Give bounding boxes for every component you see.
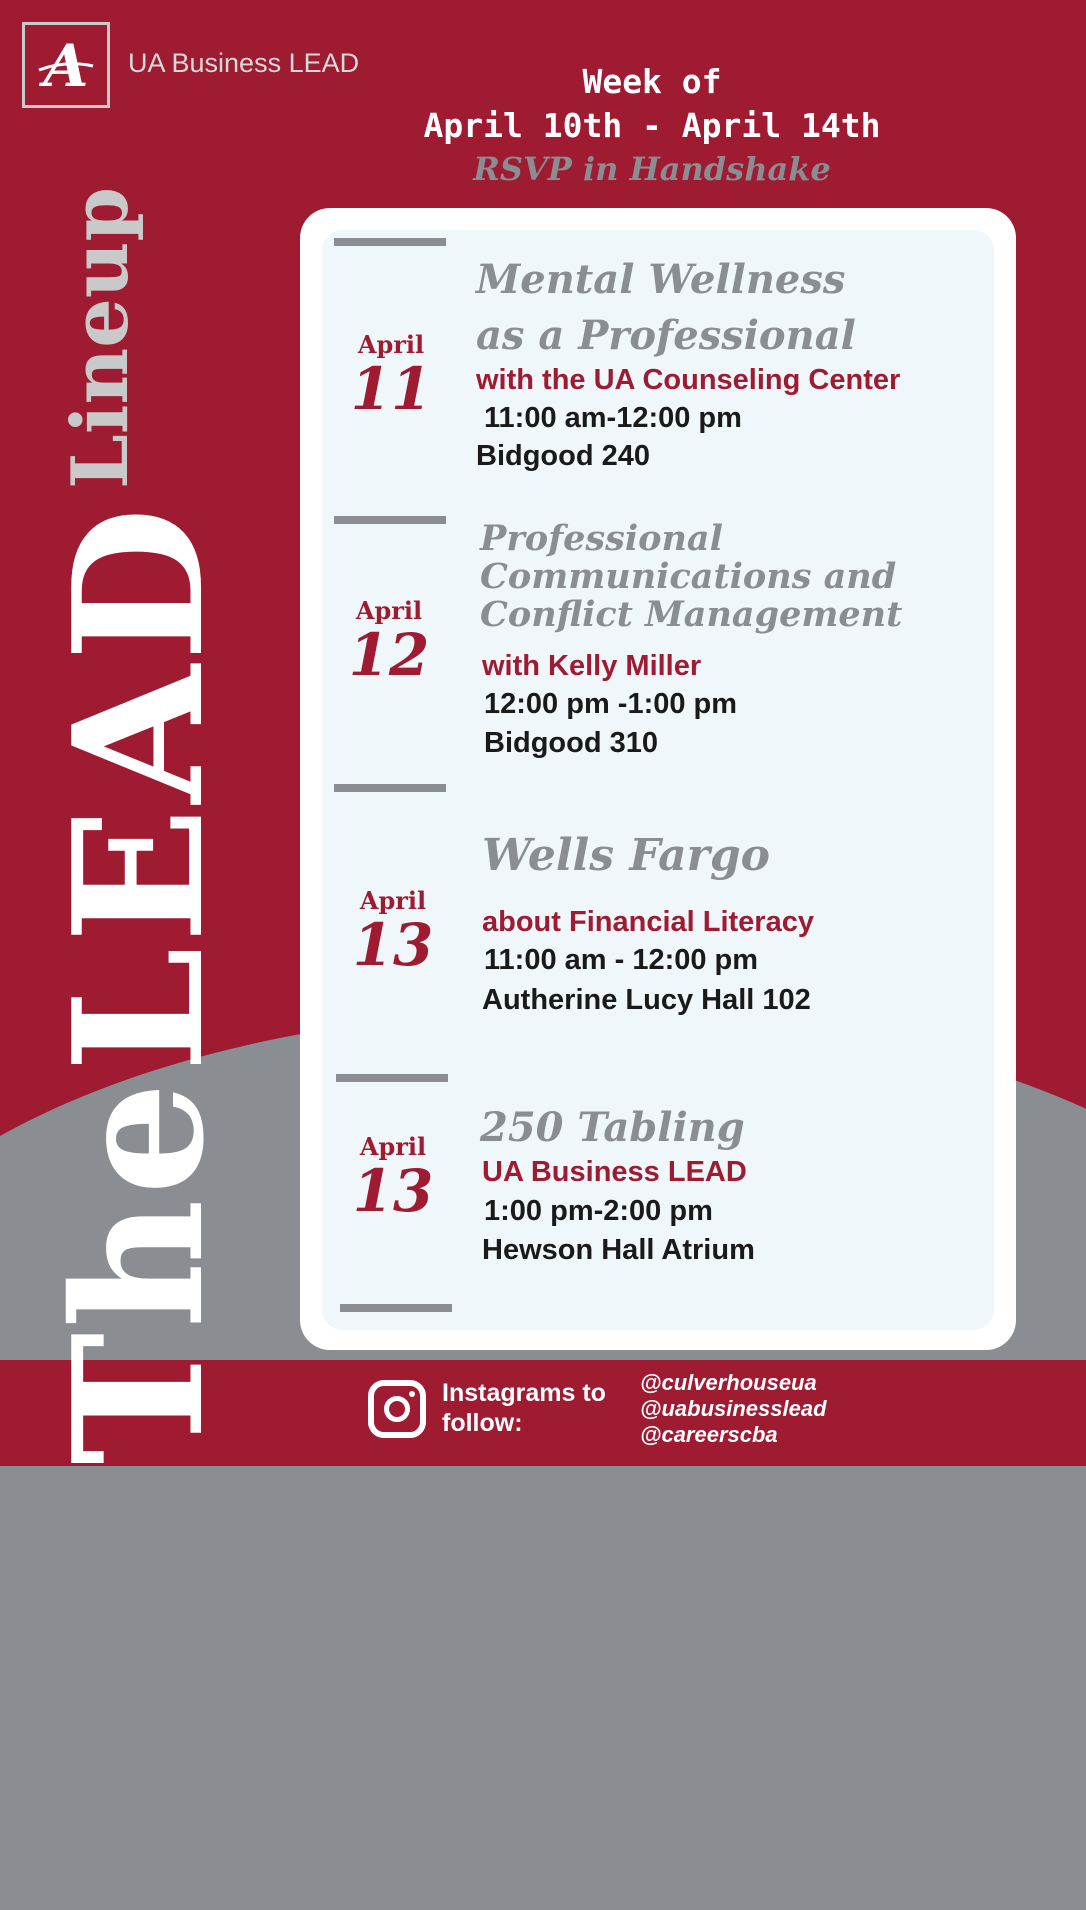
instagram-handle[interactable]: @careerscba: [640, 1422, 778, 1447]
instagram-handle[interactable]: @culverhouseua: [640, 1370, 817, 1395]
divider: [340, 1304, 452, 1312]
svg-text:A: A: [43, 32, 89, 100]
instagram-lens: [384, 1396, 410, 1422]
event-time: 11:00 am-12:00 pm: [484, 402, 742, 434]
event-title-line: as a Professional: [476, 312, 856, 359]
event-date: [334, 596, 444, 689]
instagram-handles: [640, 1370, 827, 1448]
date-month: April: [359, 886, 427, 915]
event-title: [480, 1100, 745, 1156]
divider: [336, 1074, 448, 1082]
event-title-line: Conflict Management: [480, 594, 903, 635]
instagram-handle[interactable]: @uabusinesslead: [640, 1396, 827, 1421]
instagram-label-line: follow:: [442, 1409, 523, 1437]
divider: [334, 784, 446, 792]
event-title-line: 250 Tabling: [480, 1104, 745, 1151]
event-host: UA Business LEAD: [482, 1156, 747, 1188]
date-day: 13: [352, 1157, 434, 1225]
instagram-label-line: Instagrams to: [442, 1379, 606, 1407]
title-lead: LEAD: [34, 503, 243, 1073]
script-a-logo-icon: [31, 30, 101, 100]
event-location: Hewson Hall Atrium: [482, 1234, 755, 1266]
vertical-title: [34, 145, 243, 1465]
event-title-line: Professional: [480, 518, 723, 559]
event-host: about Financial Literacy: [482, 906, 814, 938]
date-month: April: [355, 596, 423, 625]
divider: [334, 238, 446, 246]
date-day: 11: [350, 355, 432, 423]
date-month: April: [359, 1132, 427, 1161]
week-dates: April 10th - April 14th: [423, 106, 881, 145]
instagram-label: [442, 1378, 632, 1438]
event-time: 11:00 am - 12:00 pm: [484, 944, 759, 976]
ua-logo: [22, 22, 110, 108]
event-time: 1:00 pm-2:00 pm: [484, 1195, 713, 1227]
event-time: 12:00 pm -1:00 pm: [484, 688, 738, 720]
title-lineup: Lineup: [55, 186, 146, 489]
date-month: April: [357, 330, 425, 359]
date-day: 12: [348, 621, 430, 689]
event-location: Autherine Lucy Hall 102: [482, 984, 811, 1016]
event-host: with Kelly Miller: [482, 650, 702, 682]
bottom-strip: [0, 1466, 1086, 1536]
title-the: The: [34, 1077, 243, 1465]
divider: [334, 516, 446, 524]
event-title-line: Wells Fargo: [482, 830, 770, 881]
event-title: [482, 828, 770, 884]
event-host: with the UA Counseling Center: [476, 364, 901, 396]
week-label: Week of: [582, 62, 722, 101]
event-date: [338, 886, 448, 979]
event-title: [476, 252, 856, 364]
event-location: Bidgood 240: [476, 440, 651, 472]
date-day: 13: [352, 911, 434, 979]
instagram-icon: [368, 1380, 426, 1438]
event-title-line: Mental Wellness: [476, 256, 846, 303]
event-location: Bidgood 310: [484, 727, 659, 759]
rsvp-note: RSVP in Handshake: [473, 150, 831, 188]
org-name: UA Business LEAD: [128, 48, 360, 78]
event-title: [480, 520, 902, 634]
event-date: [336, 330, 446, 423]
event-title-line: Communications and: [480, 556, 897, 597]
instagram-dot: [409, 1391, 415, 1397]
event-date: [338, 1132, 448, 1225]
